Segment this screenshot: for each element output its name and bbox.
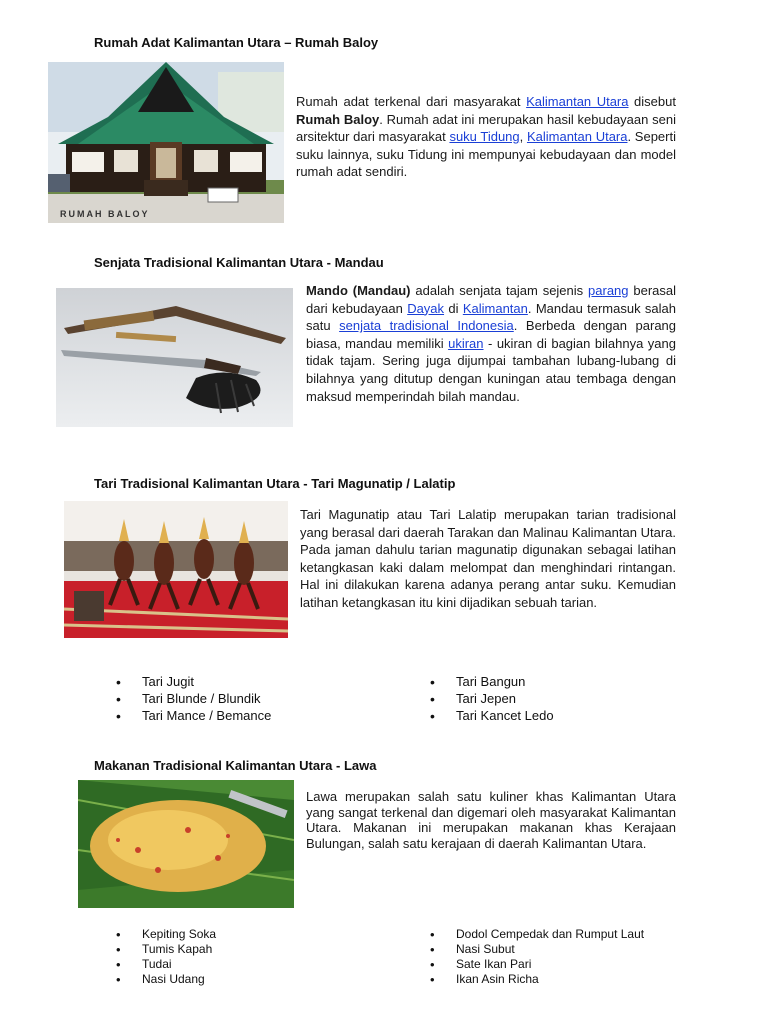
list-item: • Tari Jugit [116,674,271,691]
list-item: • Nasi Udang [116,972,216,987]
photo-caption: RUMAH BALOY [60,209,150,219]
dance-list-right [430,674,554,724]
list-item: • Tari Kancet Ledo [430,708,554,725]
house-paragraph: Rumah adat terkenal dari masyarakat Kalimantan Utara disebut Rumah Baloy. Rumah adat ini merupakan hasil kebudayaan seni arsitektur dari masyarakat suku Tidung, Kalimantan Utara. Seperti suku lainnya, suku Tidung ini mempunyai kebudayaan dan model rumah adat sendiri. [296,94,676,180]
link-senjata-tradisional-indonesia[interactable]: senjata tradisional Indonesia [339,318,514,334]
link-suku-tidung[interactable]: suku Tidung [449,129,520,145]
link-kalimantan-utara[interactable]: Kalimantan Utara [526,94,629,109]
lawa-photo [78,780,294,908]
rumah-baloy-photo [48,62,284,223]
link-parang[interactable]: parang [588,283,629,298]
dance-heading: Tari Tradisional Kalimantan Utara - Tari Magunatip / Lalatip [94,476,456,491]
list-item: • Tumis Kapah [116,942,216,957]
list-item: • Tari Bangun [430,674,554,691]
mandau-photo [56,288,293,427]
food-heading: Makanan Tradisional Kalimantan Utara - Lawa [94,758,377,773]
food-list-left [116,927,216,987]
dance-paragraph: Tari Magunatip atau Tari Lalatip merupakan tarian tradisional yang berasal dari daerah Tarakan dan Malinau Kalimantan Utara. Pada jaman dahulu tarian magunatip digunakan sebagai latihan ketangkasan kaki dalam melompat dan menghindari rintangan. Hal ini dilakukan karena adanya perang antar suku. Kemudian latihan ketangkasan itu kini dijadikan sebuah tarian. [300,507,676,610]
list-item: • Tari Blunde / Blundik [116,691,271,708]
food-list-right [430,927,644,987]
list-item: • Kepiting Soka [116,927,216,942]
link-kalimantan-utara-2[interactable]: Kalimantan Utara [526,129,628,145]
list-item: • Tari Mance / Bemance [116,708,271,725]
list-item: • Ikan Asin Richa [430,972,644,987]
tari-magunatip-photo [64,501,288,638]
link-kalimantan[interactable]: Kalimantan [462,300,528,316]
weapon-paragraph: Mando (Mandau) adalah senjata tajam sejenis parang berasal dari kebudayaan Dayak di Kalimantan. Mandau termasuk salah satu senjata tradisional Indonesia. Berbeda dengan parang biasa, mandau memiliki ukiran - ukiran di bagian bilahnya yang tidak tajam. Sering juga dijumpai tambahan lubang-lubang di bilahnya yang ditutup dengan kuningan atau tembaga dengan maksud memperindah bilah mandau. [306,283,677,404]
list-item: • Nasi Subut [430,942,644,957]
link-ukiran[interactable]: ukiran [448,335,484,351]
list-item: • Tudai [116,957,216,972]
weapon-heading: Senjata Tradisional Kalimantan Utara - Mandau [94,255,384,270]
house-heading: Rumah Adat Kalimantan Utara – Rumah Baloy [94,35,379,50]
list-item: • Tari Jepen [430,691,554,708]
dance-list-left [116,674,271,724]
list-item: • Dodol Cempedak dan Rumput Laut [430,927,644,942]
link-dayak[interactable]: Dayak [407,300,445,316]
food-paragraph: Lawa merupakan salah satu kuliner khas Kalimantan Utara yang sangat terkenal dan digemari oleh masyarakat Kalimantan Utara. Makanan ini merupakan makanan khas Kerajaan Bulungan, salah satu kerajaan di daerah Kalimantan Utara. [306,789,676,851]
list-item: • Sate Ikan Pari [430,957,644,972]
